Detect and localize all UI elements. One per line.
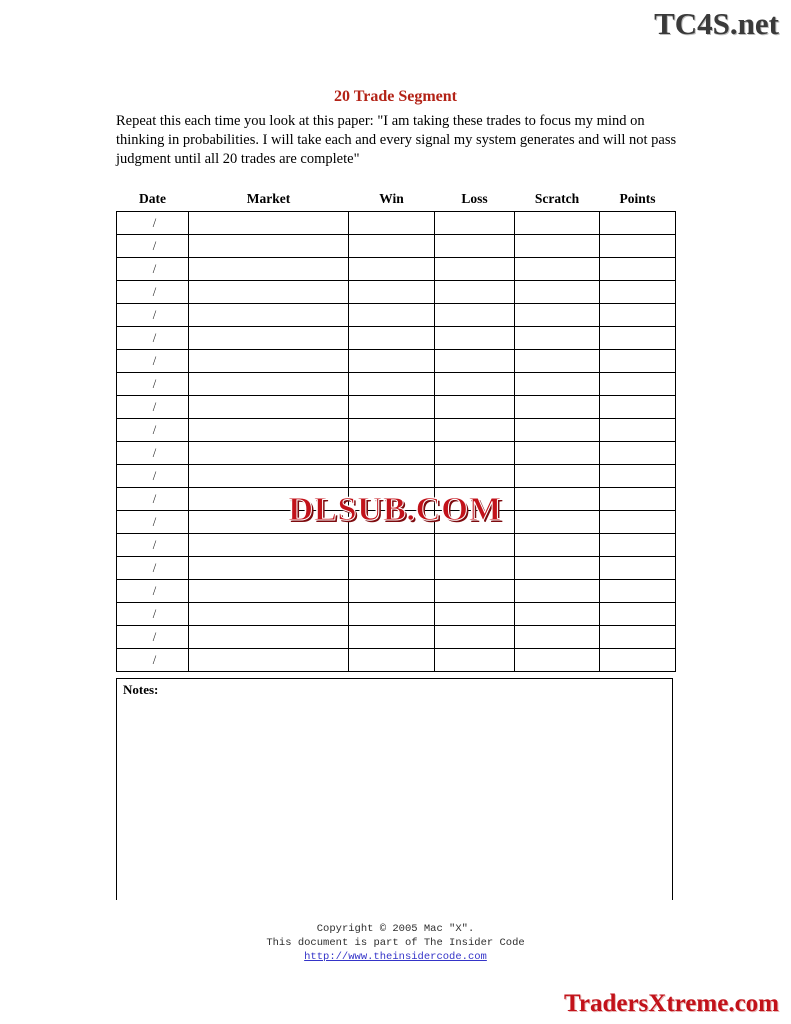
cell-scratch[interactable] [515, 327, 600, 350]
cell-date[interactable] [117, 396, 189, 419]
cell-market[interactable] [189, 649, 349, 672]
cell-scratch[interactable] [515, 304, 600, 327]
cell-loss[interactable] [435, 626, 515, 649]
cell-points[interactable] [600, 396, 676, 419]
cell-scratch[interactable] [515, 442, 600, 465]
cell-loss[interactable] [435, 396, 515, 419]
cell-scratch[interactable] [515, 626, 600, 649]
table-row [117, 373, 676, 396]
cell-points[interactable] [600, 488, 676, 511]
cell-points[interactable] [600, 649, 676, 672]
table-row [117, 235, 676, 258]
date-slash: / [152, 307, 157, 322]
date-slash: / [152, 468, 157, 483]
cell-date[interactable] [117, 235, 189, 258]
cell-loss[interactable] [435, 557, 515, 580]
cell-loss[interactable] [435, 442, 515, 465]
cell-market[interactable] [189, 626, 349, 649]
cell-date[interactable] [117, 511, 189, 534]
cell-win[interactable] [349, 465, 435, 488]
date-slash: / [152, 606, 157, 621]
trade-log-table-wrap [116, 189, 675, 672]
date-slash: / [152, 491, 157, 506]
footer [0, 922, 791, 964]
trade-log-body [117, 212, 676, 672]
cell-scratch[interactable] [515, 258, 600, 281]
table-row [117, 557, 676, 580]
cell-date[interactable] [117, 580, 189, 603]
footer-source: This document is part of The Insider Code [266, 937, 525, 949]
cell-points[interactable] [600, 511, 676, 534]
intro-paragraph: Repeat this each time you look at this paper: "I am taking these trades to focus my mind on thinking in probabilities. I will take each and every signal my system generates and will not pass judgment until all 20 trades are complete" [116, 113, 677, 167]
cell-date[interactable] [117, 442, 189, 465]
cell-date[interactable] [117, 419, 189, 442]
table-row [117, 442, 676, 465]
cell-scratch[interactable] [515, 580, 600, 603]
cell-points[interactable] [600, 465, 676, 488]
cell-win[interactable] [349, 281, 435, 304]
cell-win[interactable] [349, 626, 435, 649]
cell-scratch[interactable] [515, 373, 600, 396]
cell-date[interactable] [117, 603, 189, 626]
cell-date[interactable] [117, 258, 189, 281]
cell-points[interactable] [600, 212, 676, 235]
cell-scratch[interactable] [515, 534, 600, 557]
table-header-row [117, 189, 676, 212]
cell-date[interactable] [117, 465, 189, 488]
table-row [117, 212, 676, 235]
table-row [117, 580, 676, 603]
date-slash: / [152, 537, 157, 552]
cell-market[interactable] [189, 580, 349, 603]
cell-market[interactable] [189, 258, 349, 281]
cell-loss[interactable] [435, 304, 515, 327]
cell-points[interactable] [600, 281, 676, 304]
table-row [117, 626, 676, 649]
cell-scratch[interactable] [515, 212, 600, 235]
date-slash: / [152, 445, 157, 460]
cell-loss[interactable] [435, 534, 515, 557]
cell-market[interactable] [189, 327, 349, 350]
cell-win[interactable] [349, 557, 435, 580]
cell-scratch[interactable] [515, 235, 600, 258]
notes-label: Notes: [123, 682, 159, 697]
cell-loss[interactable] [435, 373, 515, 396]
table-row [117, 396, 676, 419]
column-header-market: Market [246, 191, 291, 206]
table-row [117, 603, 676, 626]
cell-market[interactable] [189, 304, 349, 327]
cell-win[interactable] [349, 373, 435, 396]
date-slash: / [152, 422, 157, 437]
cell-points[interactable] [600, 419, 676, 442]
cell-win[interactable] [349, 235, 435, 258]
date-slash: / [152, 560, 157, 575]
cell-win[interactable] [349, 396, 435, 419]
cell-scratch[interactable] [515, 557, 600, 580]
table-row [117, 465, 676, 488]
cell-win[interactable] [349, 350, 435, 373]
date-slash: / [152, 330, 157, 345]
table-row [117, 304, 676, 327]
cell-market[interactable] [189, 557, 349, 580]
footer-copyright: Copyright © 2005 Mac "X". [316, 923, 475, 935]
site-brand-top: TC4S.net [654, 6, 779, 41]
cell-scratch[interactable] [515, 649, 600, 672]
cell-points[interactable] [600, 350, 676, 373]
cell-win[interactable] [349, 603, 435, 626]
cell-date[interactable] [117, 557, 189, 580]
cell-scratch[interactable] [515, 396, 600, 419]
cell-loss[interactable] [435, 465, 515, 488]
date-slash: / [152, 353, 157, 368]
cell-loss[interactable] [435, 258, 515, 281]
cell-points[interactable] [600, 258, 676, 281]
date-slash: / [152, 629, 157, 644]
cell-date[interactable] [117, 373, 189, 396]
cell-market[interactable] [189, 396, 349, 419]
cell-win[interactable] [349, 327, 435, 350]
cell-loss[interactable] [435, 350, 515, 373]
column-header-date: Date [139, 191, 166, 206]
footer-url[interactable]: http://www.theinsidercode.com [304, 951, 487, 963]
cell-date[interactable] [117, 534, 189, 557]
cell-points[interactable] [600, 373, 676, 396]
cell-loss[interactable] [435, 281, 515, 304]
cell-win[interactable] [349, 212, 435, 235]
cell-win[interactable] [349, 580, 435, 603]
column-header-loss: Loss [461, 191, 488, 206]
cell-points[interactable] [600, 557, 676, 580]
cell-date[interactable] [117, 626, 189, 649]
table-row [117, 281, 676, 304]
date-slash: / [152, 583, 157, 598]
cell-loss[interactable] [435, 235, 515, 258]
date-slash: / [152, 652, 157, 667]
date-slash: / [152, 238, 157, 253]
cell-win[interactable] [349, 304, 435, 327]
cell-win[interactable] [349, 649, 435, 672]
notes-box[interactable] [116, 678, 673, 900]
column-header-scratch: Scratch [534, 191, 580, 206]
cell-date[interactable] [117, 212, 189, 235]
cell-scratch[interactable] [515, 603, 600, 626]
table-row [117, 258, 676, 281]
watermark-text: DLSUB.COM [288, 491, 502, 528]
cell-points[interactable] [600, 235, 676, 258]
cell-date[interactable] [117, 327, 189, 350]
cell-market[interactable] [189, 603, 349, 626]
cell-points[interactable] [600, 626, 676, 649]
cell-date[interactable] [117, 281, 189, 304]
cell-loss[interactable] [435, 419, 515, 442]
cell-loss[interactable] [435, 212, 515, 235]
date-slash: / [152, 261, 157, 276]
trade-log-table [116, 189, 676, 672]
cell-win[interactable] [349, 534, 435, 557]
date-slash: / [152, 514, 157, 529]
cell-market[interactable] [189, 442, 349, 465]
cell-loss[interactable] [435, 327, 515, 350]
column-header-points: Points [619, 191, 656, 206]
cell-market[interactable] [189, 465, 349, 488]
cell-market[interactable] [189, 419, 349, 442]
cell-scratch[interactable] [515, 281, 600, 304]
cell-points[interactable] [600, 304, 676, 327]
cell-points[interactable] [600, 442, 676, 465]
cell-date[interactable] [117, 350, 189, 373]
cell-market[interactable] [189, 534, 349, 557]
cell-loss[interactable] [435, 649, 515, 672]
cell-scratch[interactable] [515, 419, 600, 442]
date-slash: / [152, 376, 157, 391]
cell-market[interactable] [189, 281, 349, 304]
date-slash: / [152, 215, 157, 230]
site-brand-bottom: TradersXtreme.com [564, 990, 779, 1017]
cell-points[interactable] [600, 580, 676, 603]
table-row [117, 534, 676, 557]
table-row [117, 327, 676, 350]
page-title: 20 Trade Segment [334, 88, 457, 105]
cell-scratch[interactable] [515, 465, 600, 488]
cell-points[interactable] [600, 534, 676, 557]
cell-win[interactable] [349, 419, 435, 442]
table-row [117, 419, 676, 442]
cell-date[interactable] [117, 304, 189, 327]
cell-market[interactable] [189, 212, 349, 235]
cell-win[interactable] [349, 442, 435, 465]
table-row [117, 649, 676, 672]
cell-scratch[interactable] [515, 350, 600, 373]
cell-market[interactable] [189, 235, 349, 258]
cell-loss[interactable] [435, 580, 515, 603]
cell-market[interactable] [189, 350, 349, 373]
cell-points[interactable] [600, 603, 676, 626]
column-header-win: Win [379, 191, 404, 206]
date-slash: / [152, 399, 157, 414]
cell-win[interactable] [349, 258, 435, 281]
cell-loss[interactable] [435, 603, 515, 626]
cell-date[interactable] [117, 649, 189, 672]
cell-date[interactable] [117, 488, 189, 511]
table-row [117, 350, 676, 373]
date-slash: / [152, 284, 157, 299]
cell-points[interactable] [600, 327, 676, 350]
cell-market[interactable] [189, 373, 349, 396]
